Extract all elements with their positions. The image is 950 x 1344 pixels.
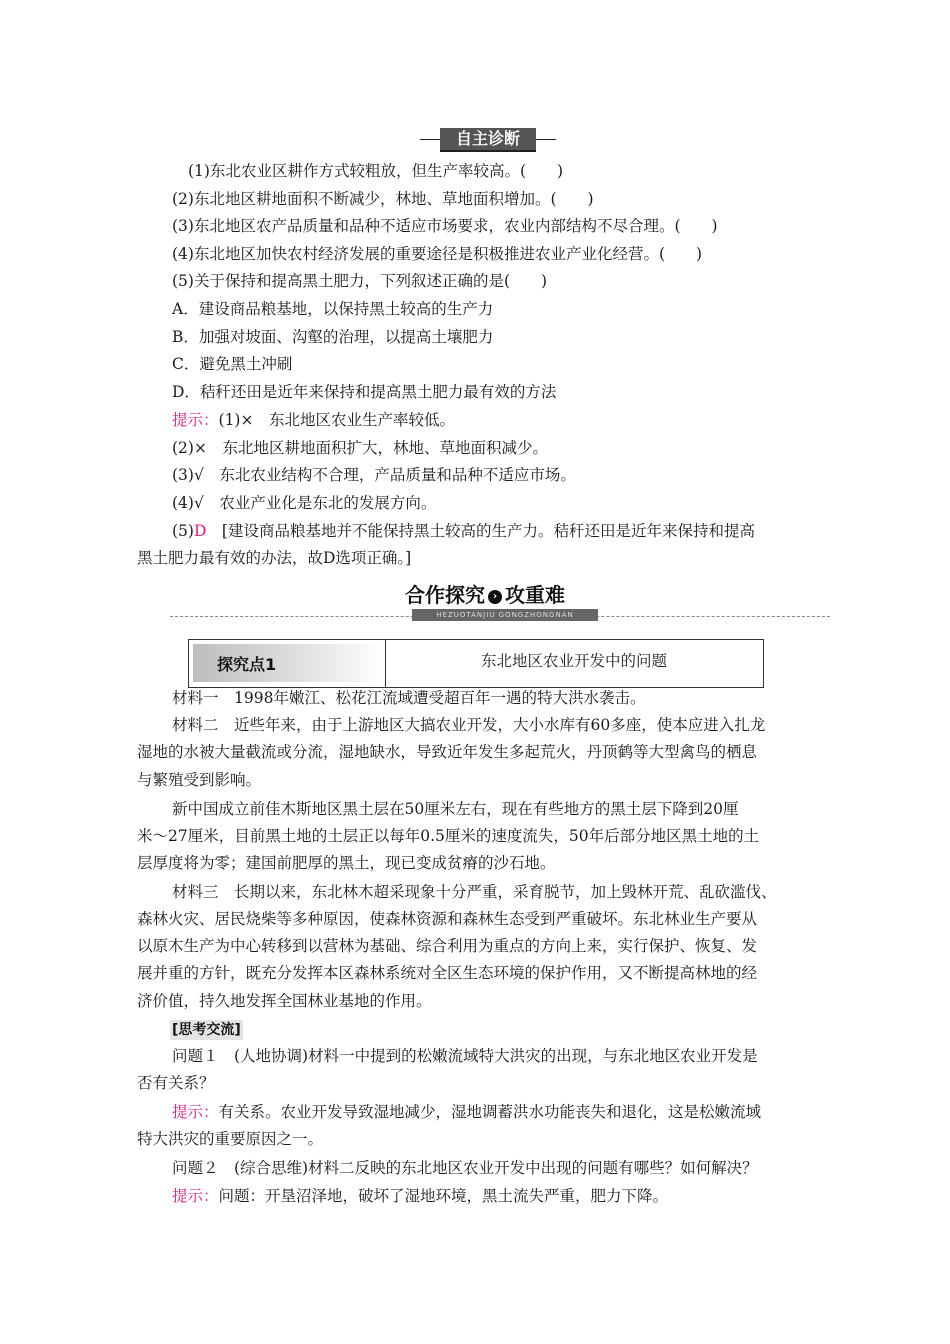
material-2-line2: 湿地的水被大量截流或分流，湿地缺水，导致近年发生多起荒火，丹顶鹤等大型禽鸟的栖息 xyxy=(137,743,758,761)
answer-5-prefix: (5) xyxy=(172,522,194,540)
answer-5-line2: 黑土肥力最有效的办法，故D选项正确。] xyxy=(137,549,412,567)
option-b: B．加强对坡面、沟壑的治理，以提高土壤肥力 xyxy=(172,328,494,346)
cooperation-title xyxy=(405,584,595,606)
diagnosis-item-4: (4)东北地区加快农村经济发展的重要途径是积极推进农业产业化经营。( ) xyxy=(172,245,703,263)
answer-1: (1)× 东北地区农业生产率较低。 xyxy=(218,411,455,429)
material-3-line1: 材料三 长期以来，东北林木超采现象十分严重，采育脱节，加上毁林开荒、乱砍滥伐、 xyxy=(172,883,777,901)
diagnosis-item-1: (1)东北农业区耕作方式较粗放，但生产率较高。( ) xyxy=(188,162,564,180)
answer-3: (3)√ 东北农业结构不合理，产品质量和品种不适应市场。 xyxy=(172,466,576,484)
material-3-line3: 以原木生产为中心转移到以营林为基础、综合利用为重点的方向上来，实行保护、恢复、发 xyxy=(137,937,758,955)
hint-1-line1 xyxy=(172,1101,761,1123)
question-1-line1: 问题１ (人地协调)材料一中提到的松嫩流域特大洪灾的出现，与东北地区农业开发是 xyxy=(172,1047,758,1065)
option-a: A．建设商品粮基地，以保持黑土较高的生产力 xyxy=(172,300,494,318)
cooperation-title-left: 合作探究 xyxy=(405,583,485,607)
cooperation-title-right: 攻重难 xyxy=(505,583,565,607)
think-label: [思考交流] xyxy=(172,1022,241,1038)
material-1: 材料一 1998年嫩江、松花江流域遭受超百年一遇的特大洪水袭击。 xyxy=(172,689,646,707)
hint-1-text: 有关系。农业开发导致湿地减少，湿地调蓄洪水功能丧失和退化，这是松嫩流域 xyxy=(218,1103,762,1121)
material-3-line5: 济价值，持久地发挥全国林业基地的作用。 xyxy=(137,992,432,1010)
paragraph-3-line1: 新中国成立前佳木斯地区黑土层在50厘米左右，现在有些地方的黑土层下降到20厘 xyxy=(172,800,739,818)
diagnosis-item-2: (2)东北地区耕地面积不断减少，林地、草地面积增加。( ) xyxy=(172,190,594,208)
header-rule-right xyxy=(536,139,556,140)
answer-5-text: [建设商品粮基地并不能保持黑土较高的生产力。秸秆还田是近年来保持和提高 xyxy=(206,522,755,540)
hint-2-line xyxy=(172,1185,668,1207)
material-2-line3: 与繁殖受到影响。 xyxy=(137,771,262,789)
option-d: D．秸秆还田是近年来保持和提高黑土肥力最有效的方法 xyxy=(172,383,557,401)
answer-5-line1 xyxy=(172,520,755,542)
diagnosis-item-3: (3)东北地区农产品质量和品种不适应市场要求，农业内部结构不尽合理。( ) xyxy=(172,217,718,235)
topic-label: 探究点1 xyxy=(217,655,277,674)
answer-4: (4)√ 农业产业化是东北的发展方向。 xyxy=(172,494,437,512)
header-rule-left xyxy=(420,139,440,140)
answer-1-line xyxy=(172,409,455,431)
hint-label: 提示： xyxy=(172,1103,219,1121)
answer-5-letter: D xyxy=(193,522,207,540)
paragraph-3-line2: 米～27厘米，目前黑土地的土层正以每年0.5厘米的速度流失，50年后部分地区黑土地的土 xyxy=(137,827,760,845)
option-c: C．避免黑土冲刷 xyxy=(172,355,293,373)
hint-label: 提示： xyxy=(172,1187,219,1205)
cooperation-pinyin: HEZUOTANJIU GONGZHONGNAN xyxy=(412,609,598,621)
hint-2-text: 问题：开垦沼泽地，破坏了湿地环境，黑土流失严重，肥力下降。 xyxy=(218,1187,669,1205)
material-3-line4: 展并重的方针，既充分发挥本区森林系统对全区生态环境的保护作用，又不断提高林地的经 xyxy=(137,964,758,982)
question-1-line2: 否有关系？ xyxy=(137,1074,215,1092)
hint-label: 提示： xyxy=(172,411,219,429)
material-3-line2: 森林火灾、居民烧柴等多种原因，使森林资源和森林生态受到严重破坏。东北林业生产要从 xyxy=(137,910,758,928)
topic-tab xyxy=(193,644,383,682)
material-2-line1: 材料二 近些年来，由于上游地区大搞农业开发，大小水库有60多座，使本应进入扎龙 xyxy=(172,716,766,734)
topic-box xyxy=(188,639,764,688)
diagnosis-item-5: (5)关于保持和提高黑土肥力，下列叙述正确的是( ) xyxy=(172,272,548,290)
question-2: 问题２ (综合思维)材料二反映的东北地区农业开发中出现的问题有哪些？如何解决？ xyxy=(172,1159,758,1177)
arrow-icon: › xyxy=(488,590,502,604)
hint-1-line2: 特大洪灾的重要原因之一。 xyxy=(137,1130,324,1148)
diagnosis-header xyxy=(418,128,558,152)
diagnosis-header-label: 自主诊断 xyxy=(440,128,536,152)
topic-title: 东北地区农业开发中的问题 xyxy=(480,652,667,670)
paragraph-3-line3: 层厚度将为零；建国前肥厚的黑土，现已变成贫瘠的沙石地。 xyxy=(137,854,556,872)
answer-2: (2)× 东北地区耕地面积扩大，林地、草地面积减少。 xyxy=(172,439,548,457)
